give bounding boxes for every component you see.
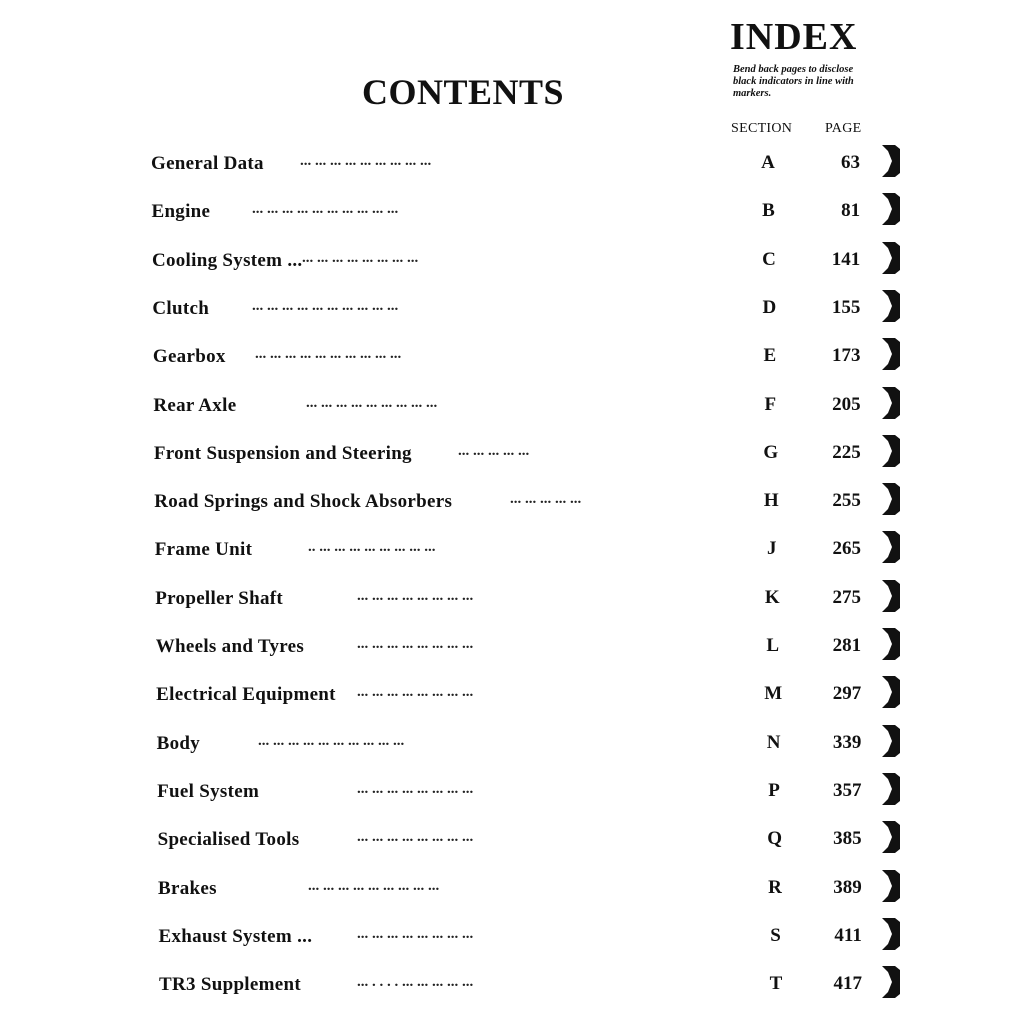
page-number: 281 xyxy=(832,635,862,656)
thumb-index-marker-icon xyxy=(880,482,902,516)
page-number: 81 xyxy=(841,200,861,222)
contents-row xyxy=(0,625,1024,665)
section-letter: N xyxy=(766,731,781,753)
section-letter: F xyxy=(764,393,777,415)
section-letter: J xyxy=(767,538,777,560)
section-title: General Data xyxy=(151,153,264,174)
index-title: INDEX xyxy=(730,16,858,58)
page-number: 173 xyxy=(831,345,861,367)
thumb-index-marker-icon xyxy=(880,820,902,854)
thumb-index-marker-icon xyxy=(880,579,902,613)
section-letter: E xyxy=(763,345,777,367)
section-letter: C xyxy=(762,248,776,270)
contents-row xyxy=(0,239,1024,279)
index-instruction-note: Bend back pages to disclose black indicators in line with markers. xyxy=(733,64,854,99)
page-number: 339 xyxy=(832,731,862,753)
section-letter: K xyxy=(764,586,780,608)
thumb-index-marker-icon xyxy=(880,192,902,226)
contents-row xyxy=(0,190,1024,230)
dot-leader: ... ... ... ... ... ... ... ... xyxy=(357,780,474,797)
page-number: 205 xyxy=(832,393,861,415)
dot-leader: .. ... ... ... ... ... ... ... ... xyxy=(308,539,436,556)
page-number: 255 xyxy=(832,490,861,512)
contents-row xyxy=(0,528,1024,568)
page-number: 389 xyxy=(833,876,862,898)
section-letter: G xyxy=(763,441,779,463)
section-title: Exhaust System ... xyxy=(158,925,313,947)
thumb-index-marker-icon xyxy=(880,337,902,371)
section-title: TR3 Supplement xyxy=(159,974,301,996)
dot-leader: ... ... ... ... ... ... ... ... xyxy=(357,925,474,942)
page-number: 155 xyxy=(831,296,861,318)
thumb-index-marker-icon xyxy=(880,241,902,275)
page-number: 297 xyxy=(832,683,862,705)
page-title: CONTENTS xyxy=(362,72,565,112)
section-letter: T xyxy=(769,973,783,995)
section-title: Electrical Equipment xyxy=(156,684,336,706)
thumb-index-marker-icon xyxy=(880,530,902,564)
page-number: 265 xyxy=(832,538,861,560)
thumb-index-marker-icon xyxy=(880,675,902,709)
dot-leader: ... ... ... ... ... ... ... ... ... xyxy=(308,877,440,894)
dot-leader: ... ... ... ... ... ... ... ... ... ... xyxy=(252,201,399,218)
contents-row xyxy=(0,335,1024,375)
section-title: Gearbox xyxy=(152,346,226,368)
contents-row xyxy=(0,287,1024,327)
section-title: Wheels and Tyres xyxy=(155,636,305,657)
thumb-index-marker-icon xyxy=(880,772,902,806)
contents-row xyxy=(0,577,1024,617)
section-title: Front Suspension and Steering xyxy=(153,442,412,464)
section-letter: D xyxy=(762,296,777,318)
contents-row xyxy=(0,673,1024,713)
thumb-index-marker-icon xyxy=(880,627,902,661)
contents-row xyxy=(0,818,1024,858)
section-title: Cooling System ... xyxy=(151,249,303,271)
section-title: Frame Unit xyxy=(154,539,253,561)
section-title: Propeller Shaft xyxy=(155,587,284,609)
thumb-index-marker-icon xyxy=(880,289,902,323)
contents-row xyxy=(0,480,1024,520)
dot-leader: ... ... ... ... ... ... ... ... xyxy=(357,829,474,846)
section-letter: M xyxy=(764,683,783,705)
dot-leader: ... ... ... ... ... ... ... ... ... ... xyxy=(255,346,402,363)
thumb-index-marker-icon xyxy=(880,869,902,903)
section-letter: H xyxy=(763,490,779,512)
thumb-index-marker-icon xyxy=(880,917,902,951)
dot-leader: ... ... ... ... ... ... ... ... ... ... xyxy=(252,297,399,314)
page-number: 417 xyxy=(833,973,862,995)
page-number: 411 xyxy=(834,924,862,946)
page-number: 225 xyxy=(832,441,861,463)
dot-leader: ... . . . . ... ... ... ... ... xyxy=(357,974,474,991)
section-letter: P xyxy=(768,779,780,801)
contents-row xyxy=(0,867,1024,907)
dot-leader: ... ... ... ... ... ... ... ... ... xyxy=(306,394,438,411)
contents-row xyxy=(0,915,1024,955)
section-letter: R xyxy=(768,876,782,898)
thumb-index-marker-icon xyxy=(880,386,902,420)
section-column-heading: SECTION xyxy=(731,121,793,136)
thumb-index-marker-icon xyxy=(880,434,902,468)
dot-leader: ... ... ... ... ... ... ... ... ... xyxy=(300,153,432,169)
section-title: Rear Axle xyxy=(153,394,237,416)
contents-row xyxy=(0,963,1024,1003)
page-number: 275 xyxy=(832,586,862,608)
dot-leader: ... ... ... ... ... ... ... ... xyxy=(357,684,474,701)
section-letter: S xyxy=(770,924,781,946)
section-title: Body xyxy=(156,732,201,754)
contents-row xyxy=(0,770,1024,810)
dot-leader: ... ... ... ... ... ... ... ... ... ... xyxy=(258,732,405,749)
section-title: Clutch xyxy=(152,297,210,319)
section-letter: Q xyxy=(767,828,782,850)
page-number: 357 xyxy=(833,779,862,801)
page-number: 63 xyxy=(841,152,860,173)
section-title: Specialised Tools xyxy=(157,829,300,851)
section-letter: B xyxy=(762,200,775,222)
section-title: Road Springs and Shock Absorbers xyxy=(154,491,453,513)
page-number: 141 xyxy=(831,248,861,270)
dot-leader: ... ... ... ... ... xyxy=(458,442,530,459)
section-title: Engine xyxy=(151,201,211,223)
section-letter: A xyxy=(761,152,775,173)
contents-row xyxy=(0,142,1024,182)
thumb-index-marker-icon xyxy=(880,724,902,758)
page-column-heading: PAGE xyxy=(825,121,862,136)
dot-leader: ... ... ... ... ... ... ... ... xyxy=(357,636,474,652)
contents-row xyxy=(0,432,1024,472)
page-number: 385 xyxy=(833,828,862,850)
dot-leader: ... ... ... ... ... ... ... ... xyxy=(302,249,419,266)
dot-leader: ... ... ... ... ... ... ... ... xyxy=(357,587,474,604)
section-title: Fuel System xyxy=(157,780,260,802)
contents-row xyxy=(0,384,1024,424)
contents-row xyxy=(0,722,1024,762)
dot-leader: ... ... ... ... ... xyxy=(510,491,582,508)
thumb-index-marker-icon xyxy=(880,144,902,178)
section-title: Brakes xyxy=(158,877,217,899)
thumb-index-marker-icon xyxy=(880,965,902,999)
section-letter: L xyxy=(766,635,780,656)
